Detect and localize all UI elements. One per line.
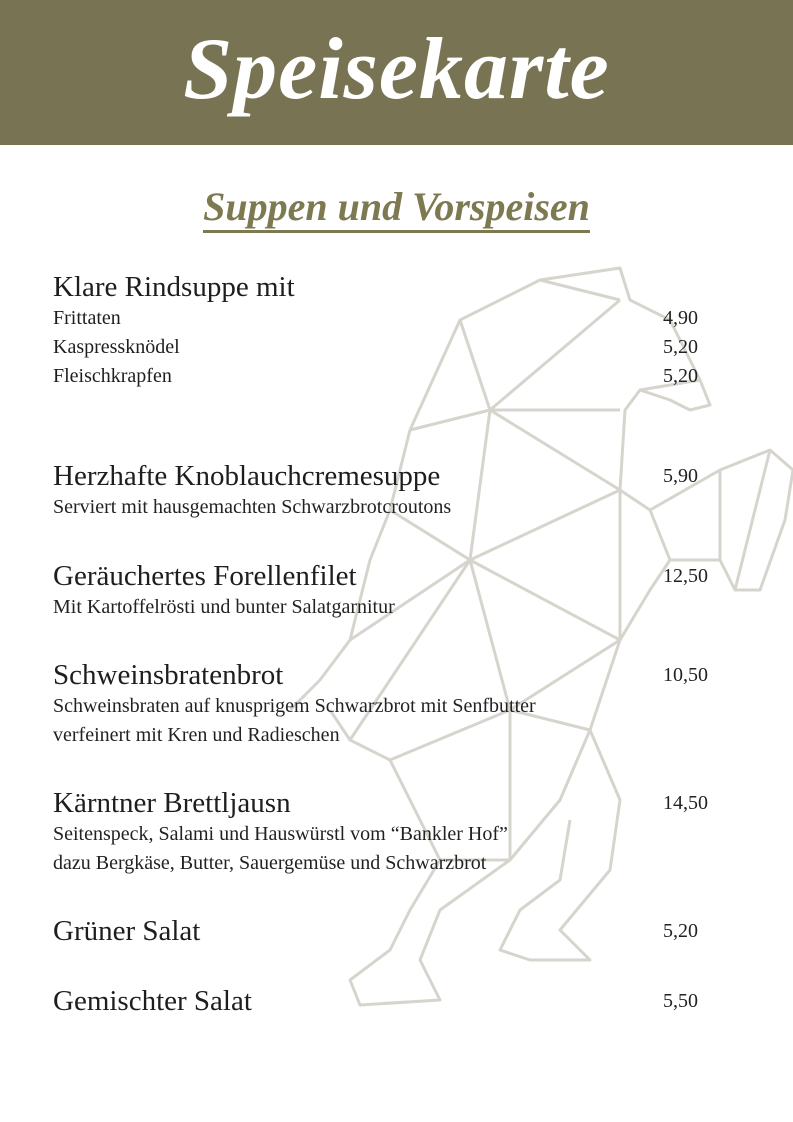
soup-option [53,333,733,362]
item-name: Schweinsbratenbrot [53,659,284,691]
menu-item-soup [53,270,733,391]
option-price: 4,90 [663,307,698,329]
menu-item [53,914,733,948]
page-title: Speisekarte [183,20,610,118]
option-price: 5,20 [663,365,698,387]
item-name: Kärntner Brettljausn [53,787,291,819]
item-price: 5,50 [663,990,698,1012]
item-description: Schweinsbraten auf knusprigem Schwarzbrot mit Senfbutter [53,695,536,717]
item-price: 12,50 [663,565,708,587]
option-label: Fleischkrapfen [53,365,172,387]
menu-item [53,459,733,522]
item-description: Mit Kartoffelrösti und bunter Salatgarnitur [53,596,395,618]
item-description: Serviert mit hausgemachten Schwarzbrotcroutons [53,496,452,518]
item-name: Gemischter Salat [53,985,252,1017]
item-price: 5,90 [663,465,698,487]
option-label: Frittaten [53,307,121,329]
option-price: 5,20 [663,336,698,358]
item-name: Herzhafte Knoblauchcremesuppe [53,460,441,492]
item-description: Seitenspeck, Salami und Hauswürstl vom “Bankler Hof” [53,823,508,845]
item-description: verfeinert mit Kren und Radieschen [53,724,340,746]
item-name: Geräuchertes Forellenfilet [53,560,357,592]
item-description: dazu Bergkäse, Butter, Sauergemüse und Schwarzbrot [53,852,487,874]
menu-item [53,984,733,1018]
menu-item [53,786,733,878]
soup-option [53,304,733,333]
option-label: Kaspressknödel [53,336,180,358]
item-name: Grüner Salat [53,915,201,947]
item-price: 5,20 [663,920,698,942]
soup-option [53,362,733,391]
menu-item [53,658,733,750]
item-price: 10,50 [663,664,708,686]
menu-item [53,559,733,622]
section-title: Suppen und Vorspeisen [203,184,590,233]
item-name: Klare Rindsuppe mit [53,271,295,303]
item-price: 14,50 [663,792,708,814]
